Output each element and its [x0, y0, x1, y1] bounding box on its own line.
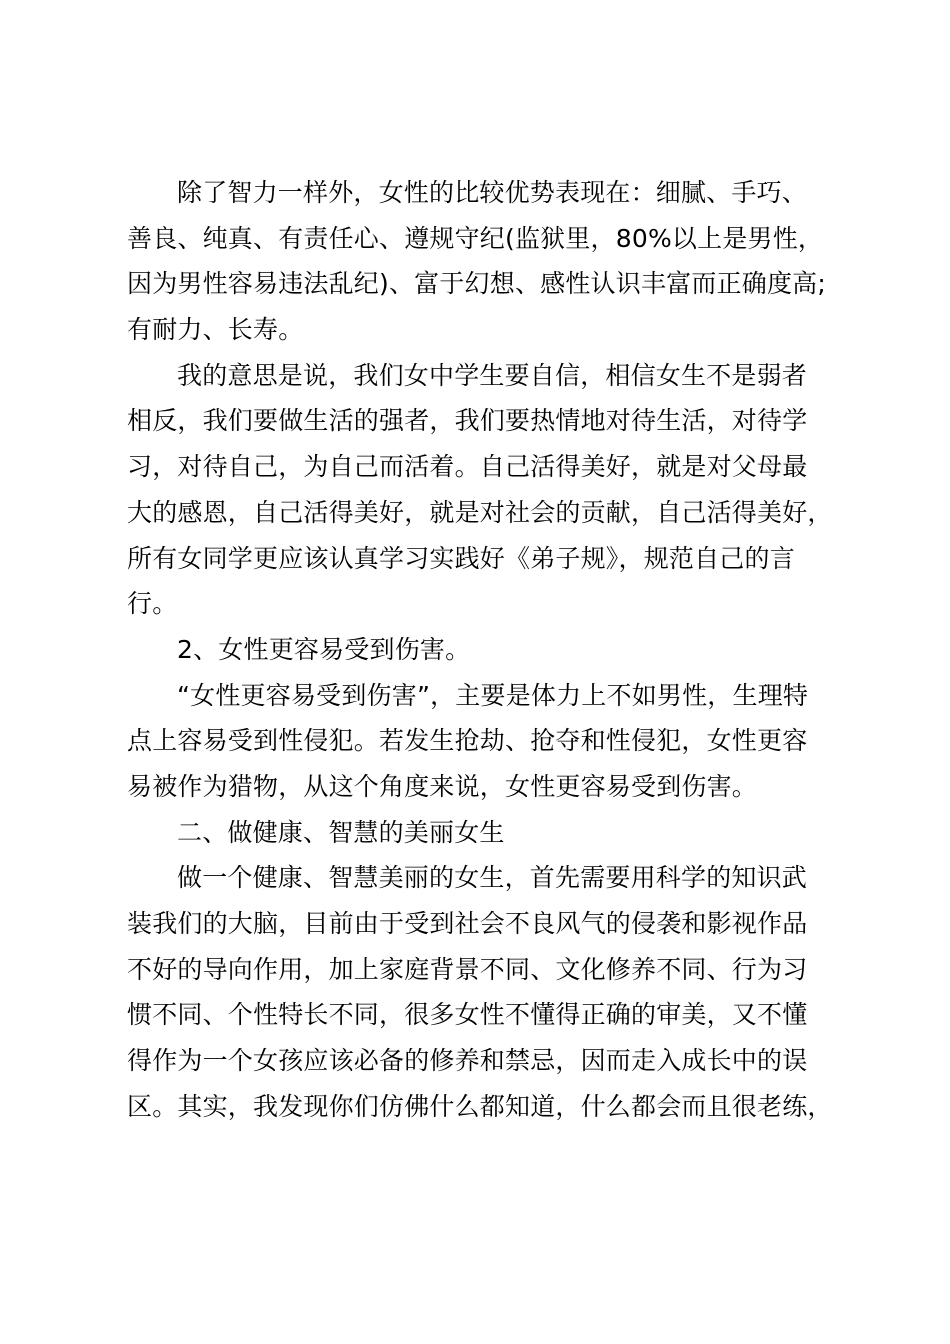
paragraph-line: 装我们的大脑，目前由于受到社会不良风气的侵袭和影视作品 [127, 909, 808, 938]
paragraph-line: 不好的导向作用，加上家庭背景不同、文化修养不同、行为习 [127, 954, 808, 984]
paragraph-line: 易被作为猎物，从这个角度来说，女性更容易受到伤害。 [127, 771, 758, 801]
paragraph-line: 相反，我们要做生活的强者，我们要热情地对待生活，对待学 [127, 406, 808, 436]
paragraph-line: 习，对待自己，为自己而活着。自己活得美好，就是对父母最 [127, 452, 808, 482]
section-heading: 二、做健康、智慧的美丽女生 [177, 817, 505, 847]
paragraph-line: 点上容易受到性侵犯。若发生抢劫、抢夺和性侵犯，女性更容 [127, 726, 808, 756]
paragraph-line: 得作为一个女孩应该必备的修养和禁忌，因而走入成长中的误 [127, 1046, 808, 1076]
paragraph-line: 有耐力、长寿。 [127, 315, 304, 345]
document-body [127, 170, 857, 1129]
paragraph-line: 惯不同、个性特长不同，很多女性不懂得正确的审美，又不懂 [127, 1000, 808, 1030]
section-heading: 2、女性更容易受到伤害。 [177, 634, 471, 664]
paragraph-line: 我的意思是说，我们女中学生要自信，相信女生不是弱者 [177, 360, 808, 390]
paragraph-line: 大的感恩，自己活得美好，就是对社会的贡献，自己活得美好， [127, 497, 833, 527]
paragraph-line: 行。 [127, 589, 178, 619]
paragraph-line: “女性更容易受到伤害”，主要是体力上不如男性，生理特 [177, 680, 809, 710]
paragraph-line: 因为男性容易违法乱纪)、富于幻想、感性认识丰富而正确度高; [127, 269, 826, 299]
paragraph-line: 善良、纯真、有责任心、遵规守纪(监狱里，80%以上是男性， [127, 223, 824, 253]
paragraph-line: 做一个健康、智慧美丽的女生，首先需要用科学的知识武 [177, 863, 808, 893]
paragraph-line: 所有女同学更应该认真学习实践好《弟子规》，规范自己的言 [127, 543, 795, 573]
paragraph-line: 区。其实，我发现你们仿佛什么都知道，什么都会而且很老练， [127, 1091, 833, 1121]
paragraph-line: 除了智力一样外，女性的比较优势表现在：细腻、手巧、 [177, 178, 808, 207]
